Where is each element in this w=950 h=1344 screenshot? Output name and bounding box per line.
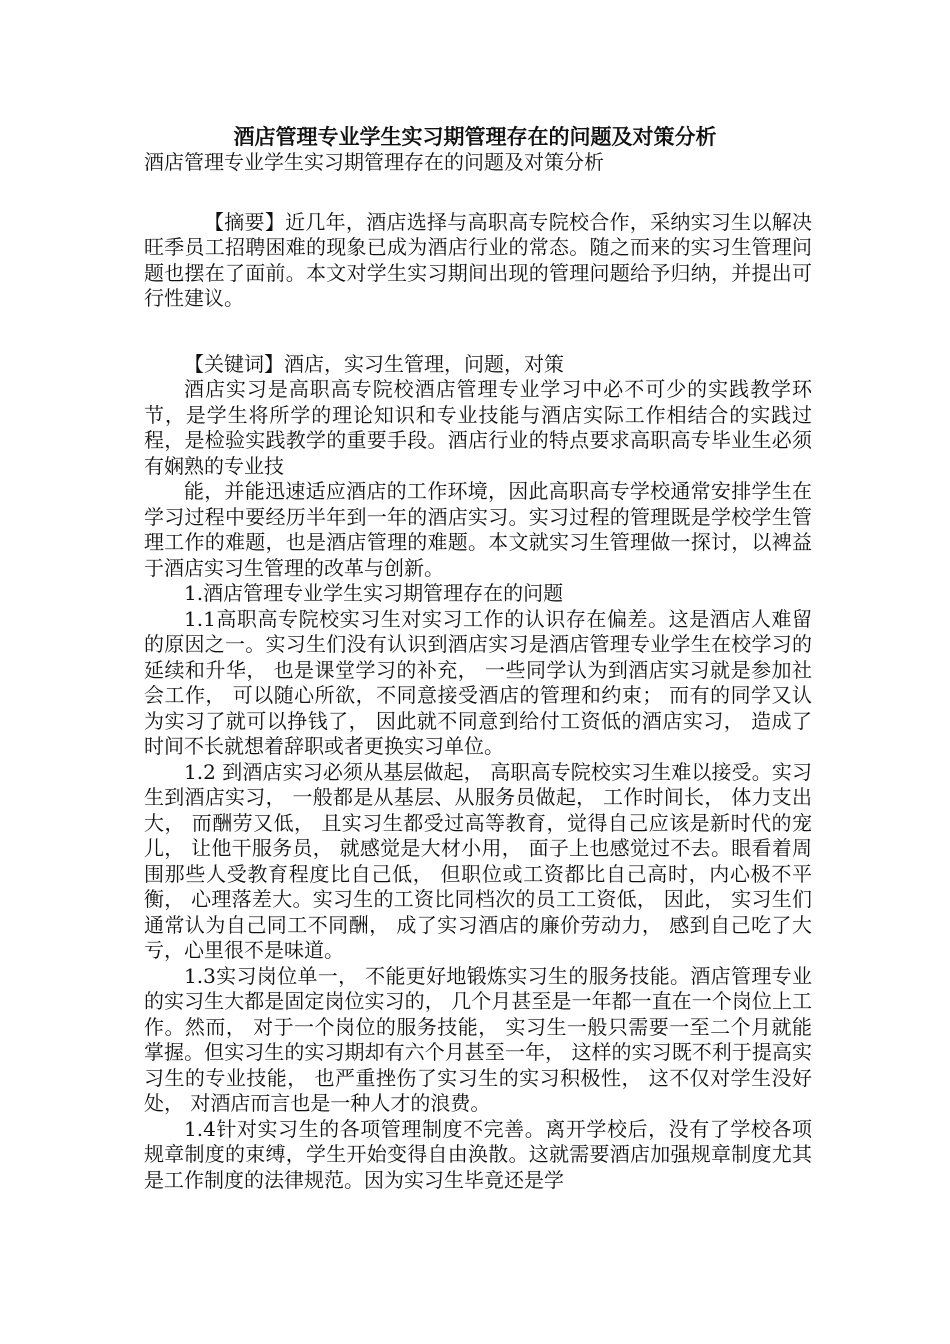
body-paragraph: 酒店实习是高职高专院校酒店管理专业学习中必不可少的实践教学环节，是学生将所学的理论知识和专业技能与酒店实际工作相结合的实践过程，是检验实践教学的重要手段。酒店行业的特点要求高职高专毕业生必须有娴熟的专业技 (144, 377, 812, 478)
spacer (144, 312, 812, 352)
body-paragraph: 1.2 到酒店实习必须从基层做起， 高职高专院校实习生难以接受。实习生到酒店实习， 一般都是从基层、从服务员做起， 工作时间长， 体力支出大， 而酬劳又低， 且实习生都受过高等教育，觉得自己应该是新时代的宠儿， 让他干服务员， 就感觉是大材小用， 面子上也感觉过不去。眼看着周围那些人受教育程度比自己低， 但职位或工资都比自己高时，内心极不平衡， 心理落差大。实习生的工资比同档次的员工工资低， 因此， 实习生们通常认为自己同工不同酬， 成了实习酒店的廉价劳动力， 感到自己吃了大亏，心里很不是味道。 (144, 759, 812, 962)
section-heading: 1.酒店管理专业学生实习期管理存在的问题 (184, 581, 564, 605)
document-subtitle: 酒店管理专业学生实习期管理存在的问题及对策分析 (144, 150, 604, 174)
spacer (144, 176, 812, 210)
abstract-paragraph: 【摘要】近几年，酒店选择与高职高专院校合作，采纳实习生以解决旺季员工招聘困难的现象已成为酒店行业的常态。随之而来的实习生管理问题也摆在了面前。本文对学生实习期间出现的管理问题给予归纳，并提出可行性建议。 (144, 209, 812, 310)
body-paragraph: 1.1高职高专院校实习生对实习工作的认识存在偏差。这是酒店人难留的原因之一。实习生们没有认识到酒店实习是酒店管理专业学生在校学习的延续和升华， 也是课堂学习的补充， 一些同学认为到酒店实习就是参加社会工作， 可以随心所欲，不同意接受酒店的管理和约束； 而有的同学又认为实习了就可以挣钱了， 因此就不同意到给付工资低的酒店实习， 造成了时间不长就想着辞职或者更换实习单位。 (144, 606, 812, 758)
body-paragraph: 1.4针对实习生的各项管理制度不完善。离开学校后，没有了学校各项规章制度的束缚，学生开始变得自由涣散。这就需要酒店加强规章制度尤其是工作制度的法律规范。因为实习生毕竟还是学 (144, 1116, 812, 1192)
body-paragraph: 1.3实习岗位单一， 不能更好地锻炼实习生的服务技能。酒店管理专业的实习生大都是固定岗位实习的， 几个月甚至是一年都一直在一个岗位上工作。然而， 对于一个岗位的服务技能， 实习生一般只需要一至二个月就能掌握。但实习生的实习期却有六个月甚至一年， 这样的实习既不利于提高实习生的专业技能， 也严重挫伤了实习生的实习积极性， 这不仅对学生没好处， 对酒店而言也是一种人才的浪费。 (144, 963, 812, 1115)
keywords-line: 【关键词】酒店，实习生管理，问题，对策 (184, 351, 564, 376)
body-paragraph: 能，并能迅速适应酒店的工作环境，因此高职高专学校通常安排学生在学习过程中要经历半年到一年的酒店实习。实习过程的管理既是学校学生管理工作的难题，也是酒店管理的难题。本文就实习生管理做一探讨，以裨益于酒店实习生管理的改革与创新。 (144, 479, 812, 580)
document-title: 酒店管理专业学生实习期管理存在的问题及对策分析 (233, 125, 717, 149)
document-body (144, 150, 812, 1193)
